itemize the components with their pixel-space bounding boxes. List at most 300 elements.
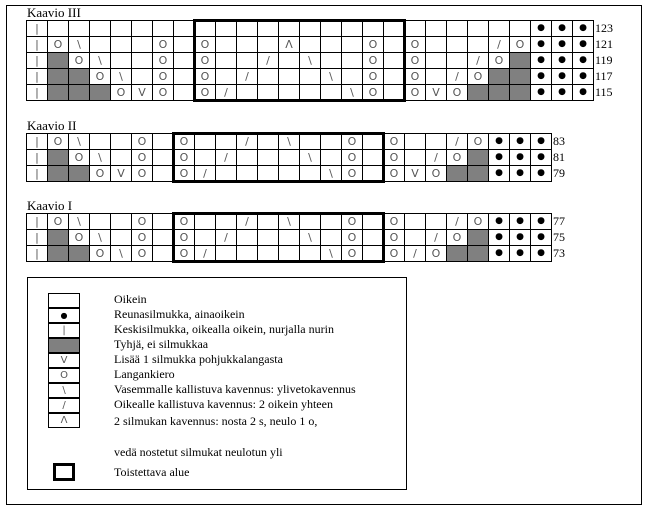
edge-stitch-cell: ● [489,246,510,262]
legend-label: Reunasilmukka, ainaoikein [114,307,245,321]
knit-cell [237,85,258,101]
knit-cell [279,21,300,37]
knit-cell [405,134,426,150]
no-stitch-cell [48,246,69,262]
edge-stitch-cell: ● [531,53,552,69]
chart-row [27,37,594,53]
yarn-over-cell: O [174,150,195,166]
no-stitch-cell [447,246,468,262]
knit-cell [174,85,195,101]
yarn-over-cell: O [69,230,90,246]
yarn-over-cell: O [132,134,153,150]
chart-grid [26,20,594,101]
row-number: 77 [553,214,565,228]
knit-cell [153,230,174,246]
yarn-over-cell: O [384,246,405,262]
left-decrease-cell: \ [321,69,342,85]
edge-stitch-cell: ● [552,53,573,69]
chart-row [27,69,594,85]
center-stitch-cell: | [27,53,48,69]
edge-stitch-cell: ● [573,69,594,85]
knit-cell [174,37,195,53]
chart-row [27,85,594,101]
knit-cell [447,21,468,37]
no-stitch-cell [468,150,489,166]
knit-cell [489,21,510,37]
edge-stitch-cell: ● [531,37,552,53]
center-stitch-cell: | [27,214,48,230]
edge-stitch-cell: ● [573,37,594,53]
knit-cell [153,134,174,150]
knit-cell [426,214,447,230]
knit-cell [300,166,321,182]
chart-grid [26,213,552,262]
knit-cell [90,37,111,53]
knit-cell [405,230,426,246]
knit-cell [216,21,237,37]
yarn-over-cell: O [447,85,468,101]
make-one-cell: V [111,166,132,182]
knit-cell [468,37,489,53]
edge-stitch-cell: ● [531,21,552,37]
knit-cell [216,246,237,262]
yarn-over-cell: O [69,53,90,69]
knit-cell [111,150,132,166]
knit-cell [363,166,384,182]
yarn-over-cell: O [174,166,195,182]
yarn-over-cell: O [153,37,174,53]
yarn-over-cell: O [195,53,216,69]
knit-cell [174,53,195,69]
center-stitch-cell: | [27,134,48,150]
knit-cell [237,166,258,182]
knit-cell [258,230,279,246]
center-stitch-icon: | [48,323,80,338]
make-one-cell: V [405,166,426,182]
double-decrease-icon: Λ [48,413,80,428]
legend-repeat-label: Toistettava alue [114,465,190,479]
no-stitch-cell [447,166,468,182]
knit-cell [405,150,426,166]
center-stitch-cell: | [27,150,48,166]
center-stitch-cell: | [27,166,48,182]
no-stitch-icon [48,338,80,353]
edge-stitch-cell: ● [531,150,552,166]
no-stitch-cell [48,150,69,166]
knit-cell [237,21,258,37]
edge-stitch-cell: ● [531,214,552,230]
knit-cell [321,214,342,230]
knit-cell [405,214,426,230]
left-decrease-cell: \ [300,53,321,69]
knit-cell [48,21,69,37]
repeat-area-icon [53,463,75,481]
knit-cell [216,53,237,69]
no-stitch-cell [69,246,90,262]
edge-stitch-cell: ● [552,85,573,101]
no-stitch-cell [468,85,489,101]
yarn-over-cell: O [111,85,132,101]
knit-cell [279,150,300,166]
knit-cell [195,134,216,150]
chart-row [27,150,552,166]
knit-cell [321,230,342,246]
legend-label: Langankiero [114,367,175,381]
edge-stitch-cell: ● [510,230,531,246]
row-number: 115 [595,85,613,99]
legend-label: Oikealle kallistuva kavennus: 2 oikein yhteen [114,397,333,411]
right-decrease-cell: / [216,230,237,246]
row-number: 81 [553,150,565,164]
chart-title: Kaavio III [27,5,81,20]
knit-cell [447,53,468,69]
row-number: 121 [595,37,613,51]
left-decrease-cell: \ [321,246,342,262]
knit-cell [342,53,363,69]
knit-cell [363,230,384,246]
yarn-over-cell: O [195,37,216,53]
right-decrease-cell: / [216,85,237,101]
knit-cell [195,230,216,246]
left-decrease-cell: \ [69,134,90,150]
yarn-over-cell: O [405,53,426,69]
knit-cell [321,37,342,53]
no-stitch-cell [48,53,69,69]
no-stitch-cell [510,85,531,101]
knit-cell [321,53,342,69]
center-stitch-cell: | [27,21,48,37]
chart-grid [26,133,552,182]
yarn-over-cell: O [384,166,405,182]
edge-stitch-cell: ● [489,230,510,246]
yarn-over-cell: O [90,166,111,182]
knit-cell [321,150,342,166]
knit-cell [258,166,279,182]
edge-stitch-cell: ● [489,150,510,166]
yarn-over-cell: O [426,246,447,262]
chart-row [27,246,552,262]
yarn-over-cell: O [447,150,468,166]
knit-cell [468,21,489,37]
row-number: 117 [595,69,613,83]
chart-title: Kaavio I [27,198,73,213]
yarn-over-cell: O [132,214,153,230]
yarn-over-cell: O [48,134,69,150]
yarn-over-cell: O [342,214,363,230]
knit-cell [111,230,132,246]
row-number: 119 [595,53,613,67]
knit-cell [258,21,279,37]
knit-cell [90,134,111,150]
knit-cell [321,21,342,37]
no-stitch-cell [69,85,90,101]
yarn-over-cell: O [174,230,195,246]
knit-icon [48,293,80,308]
knit-cell [258,69,279,85]
right-decrease-cell: / [195,246,216,262]
yarn-over-cell: O [510,37,531,53]
edge-stitch-cell: ● [531,69,552,85]
legend-label: Keskisilmukka, oikealla oikein, nurjalla nurin [114,322,334,336]
knit-cell [384,85,405,101]
knit-cell [426,69,447,85]
knit-cell [405,21,426,37]
knit-cell [300,134,321,150]
yarn-over-cell: O [132,230,153,246]
yarn-over-cell: O [363,37,384,53]
knit-cell [237,230,258,246]
edge-stitch-cell: ● [531,246,552,262]
knit-cell [237,246,258,262]
no-stitch-cell [48,230,69,246]
no-stitch-cell [489,69,510,85]
edge-stitch-cell: ● [573,85,594,101]
knit-cell [90,214,111,230]
chart-row [27,21,594,37]
make-one-icon: V [48,353,80,368]
knit-cell [90,21,111,37]
edge-stitch-cell: ● [489,166,510,182]
yarn-over-cell: O [468,134,489,150]
knit-cell [300,37,321,53]
row-number: 79 [553,166,565,180]
yarn-over-cell: O [132,246,153,262]
knit-cell [279,69,300,85]
knit-cell [174,69,195,85]
right-decrease-cell: / [447,69,468,85]
legend-label: 2 silmukan kavennus: nosta 2 s, neulo 1 o, [114,414,318,428]
row-number: 75 [553,230,565,244]
knit-cell [363,21,384,37]
edge-stitch-cell: ● [510,166,531,182]
chart-row [27,134,552,150]
row-number: 83 [553,134,565,148]
knit-cell [363,214,384,230]
no-stitch-cell [48,69,69,85]
knit-cell [237,150,258,166]
chart-row [27,214,552,230]
yarn-over-cell: O [405,85,426,101]
yarn-over-cell: O [426,166,447,182]
knit-cell [153,246,174,262]
right-decrease-cell: / [405,246,426,262]
knit-cell [363,246,384,262]
knit-cell [384,37,405,53]
yarn-over-cell: O [384,150,405,166]
no-stitch-cell [69,166,90,182]
yarn-over-cell: O [153,69,174,85]
yarn-over-cell: O [132,150,153,166]
knit-cell [216,214,237,230]
knit-cell [363,134,384,150]
knit-cell [426,37,447,53]
left-decrease-cell: \ [69,214,90,230]
edge-stitch-cell: ● [552,69,573,85]
right-decrease-cell: / [195,166,216,182]
edge-stitch-cell: ● [552,21,573,37]
no-stitch-cell [69,69,90,85]
knit-cell [426,134,447,150]
no-stitch-cell [489,85,510,101]
knit-cell [69,21,90,37]
right-decrease-cell: / [468,53,489,69]
yarn-over-icon: O [48,368,80,383]
knit-cell [321,134,342,150]
knit-cell [279,53,300,69]
no-stitch-cell [90,85,111,101]
knit-cell [321,85,342,101]
knit-cell [195,214,216,230]
knit-cell [174,21,195,37]
yarn-over-cell: O [132,166,153,182]
edge-stitch-cell: ● [573,21,594,37]
legend-box [27,277,407,490]
knit-cell [132,37,153,53]
yarn-over-cell: O [174,134,195,150]
knit-cell [237,53,258,69]
knit-cell [426,53,447,69]
knit-cell [132,69,153,85]
right-decrease-cell: / [489,37,510,53]
edge-stitch-cell: ● [510,150,531,166]
knit-cell [279,230,300,246]
yarn-over-cell: O [384,230,405,246]
knit-cell [300,21,321,37]
right-decrease-cell: / [447,134,468,150]
center-stitch-cell: | [27,230,48,246]
knit-cell [153,214,174,230]
yarn-over-cell: O [342,246,363,262]
left-decrease-cell: \ [69,37,90,53]
yarn-over-cell: O [153,85,174,101]
knit-cell [111,53,132,69]
yarn-over-cell: O [342,134,363,150]
knit-cell [153,166,174,182]
yarn-over-cell: O [69,150,90,166]
knit-cell [153,21,174,37]
yarn-over-cell: O [363,53,384,69]
edge-stitch-cell: ● [489,134,510,150]
knit-cell [216,166,237,182]
knit-cell [342,21,363,37]
knit-cell [300,85,321,101]
left-decrease-cell: \ [90,230,111,246]
yarn-over-cell: O [174,214,195,230]
knit-cell [300,214,321,230]
edge-stitch-cell: ● [531,230,552,246]
yarn-over-cell: O [363,69,384,85]
knit-cell [447,37,468,53]
left-decrease-cell: \ [342,85,363,101]
legend-label: Lisää 1 silmukka pohjukkalangasta [114,352,283,366]
yarn-over-cell: O [195,69,216,85]
left-decrease-cell: \ [111,69,132,85]
knit-cell [216,37,237,53]
yarn-over-cell: O [468,69,489,85]
knit-cell [258,246,279,262]
knit-cell [237,37,258,53]
knit-cell [510,21,531,37]
edge-stitch-cell: ● [573,53,594,69]
knit-cell [258,214,279,230]
center-stitch-cell: | [27,246,48,262]
edge-stitch-cell: ● [510,214,531,230]
right-decrease-cell: / [426,150,447,166]
knit-cell [300,69,321,85]
yarn-over-cell: O [489,53,510,69]
knit-cell [279,166,300,182]
yarn-over-cell: O [48,214,69,230]
yarn-over-cell: O [384,214,405,230]
yarn-over-cell: O [405,69,426,85]
right-decrease-cell: / [258,53,279,69]
left-decrease-cell: \ [321,166,342,182]
yarn-over-cell: O [468,214,489,230]
yarn-over-cell: O [90,246,111,262]
edge-stitch-cell: ● [489,214,510,230]
knit-cell [258,134,279,150]
right-decrease-cell: / [426,230,447,246]
legend-label: Vasemmalle kallistuva kavennus: ylivetokavennus [114,382,356,396]
knit-cell [384,21,405,37]
edge-stitch-cell: ● [531,166,552,182]
chart-title: Kaavio II [27,118,77,133]
chart-row [27,53,594,69]
no-stitch-cell [510,53,531,69]
no-stitch-cell [468,166,489,182]
knit-cell [153,150,174,166]
double-decrease-cell: Λ [279,37,300,53]
yarn-over-cell: O [405,37,426,53]
edge-stitch-icon: ● [48,308,80,323]
row-number: 123 [595,21,613,35]
knit-cell [111,134,132,150]
knit-cell [132,21,153,37]
knit-cell [279,246,300,262]
left-decrease-cell: \ [279,134,300,150]
row-number: 73 [553,246,565,260]
knit-cell [384,69,405,85]
legend-label: Oikein [114,292,147,306]
yarn-over-cell: O [48,37,69,53]
knit-cell [216,69,237,85]
no-stitch-cell [510,69,531,85]
make-one-cell: V [132,85,153,101]
left-decrease-cell: \ [90,150,111,166]
no-stitch-cell [468,246,489,262]
chart-row [27,230,552,246]
edge-stitch-cell: ● [531,134,552,150]
yarn-over-cell: O [384,134,405,150]
knit-cell [384,53,405,69]
make-one-cell: V [426,85,447,101]
knit-cell [279,85,300,101]
knit-cell [342,37,363,53]
center-stitch-cell: | [27,37,48,53]
knit-cell [111,37,132,53]
knit-cell [426,21,447,37]
legend-label: Tyhjä, ei silmukkaa [114,337,209,351]
knit-cell [363,150,384,166]
yarn-over-cell: O [342,166,363,182]
right-decrease-cell: / [237,69,258,85]
yarn-over-cell: O [342,150,363,166]
yarn-over-cell: O [447,230,468,246]
edge-stitch-cell: ● [510,246,531,262]
knit-cell [195,21,216,37]
center-stitch-cell: | [27,69,48,85]
left-decrease-icon: \ [48,383,80,398]
